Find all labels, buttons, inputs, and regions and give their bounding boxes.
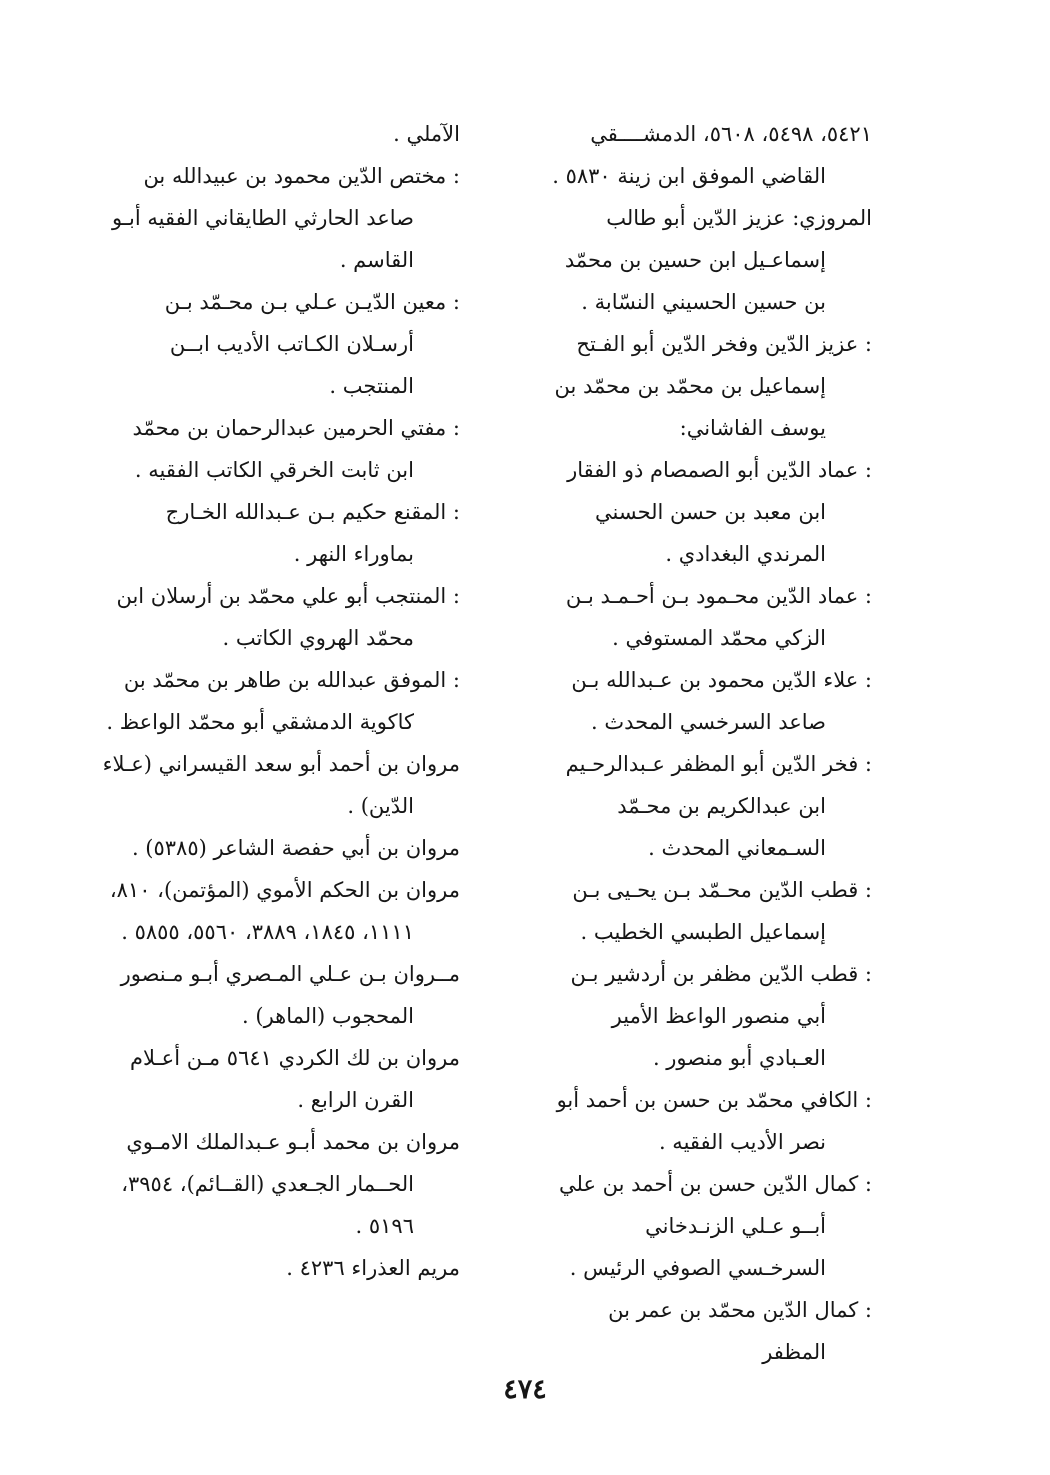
index-entry: : المقنع حكيم بـن عـبدالله الخـارج بماوراء النهر . (165, 500, 460, 566)
index-entry: مروان بن لك الكردي ٥٦٤١ مـن أعـلام القرن الرابع . (130, 1046, 460, 1112)
index-entry: : الموفق عبدالله بن طاهر بن محمّد بن كاكوية الدمشقي أبو محمّد الواعظ . (106, 668, 460, 734)
index-entry: ٥٤٢١، ٥٤٩٨، ٥٦٠٨، الدمشــــقي القاضي الموفق ابن زينة ٥٨٣٠ . (552, 122, 872, 188)
index-entry: : فخر الدّين أبو المظفر عـبدالرحـيم ابن عبدالكريم بن محـمّد السـمعاني المحدث . (565, 752, 872, 860)
index-entry: مروان بن أحمد أبو سعد القيسراني (عـلاء الدّين) . (102, 752, 460, 818)
index-entry: المروزي: عزيز الدّين أبو طالب إسماعـيل ابن حسين بن محمّد بن حسين الحسيني النسّابة . (564, 206, 872, 314)
index-entry: مــروان بـن عـلي المـصري أبـو مـنصور المحجوب (الماهر) . (120, 962, 460, 1028)
index-entry: مريم العذراء ٤٢٣٦ . (286, 1256, 460, 1280)
index-entry: مروان بن محمد أبـو عـبدالملك الامـوي الحــمار الجـعدي (القــائم)، ٣٩٥٤، ٥١٩٦ . (121, 1130, 460, 1238)
index-entry: مروان بن الحكم الأموي (المؤتمن)، ٨١٠، ١١١١، ١٨٤٥، ٣٨٨٩، ٥٥٦٠، ٥٨٥٥ . (109, 878, 460, 944)
index-entry: : معين الدّيـن عـلي بـن محـمّد بـن أرسـلان الكـاتب الأديب ابــن المنتجب . (164, 290, 460, 398)
index-entry: : المنتجب أبو علي محمّد بن أرسلان ابن محمّد الهروي الكاتب . (116, 584, 460, 650)
index-column-right (542, 113, 872, 1373)
index-entry: مروان بن أبي حفصة الشاعر (٥٣٨٥) . (131, 836, 460, 860)
index-entry: : علاء الدّين محمود بن عـبدالله بـن صاعد السرخسي المحدث . (571, 668, 872, 734)
index-entry: : قطب الدّين مظفر بن أردشير بـن أبي منصور الواعظ الأمير العـبادي أبو منصور . (570, 962, 872, 1070)
index-entry: : قطب الدّين محـمّد بـن يحـيى بـن إسماعيل الطبسي الخطيب . (572, 878, 872, 944)
index-entry: : مفتي الحرمين عبدالرحمان بن محمّد ابن ثابت الخرقي الكاتب الفقيه . (132, 416, 460, 482)
index-entry: : عماد الدّين محـمود بـن أحـمـد بـن الزكي محمّد المستوفي . (565, 584, 872, 650)
index-entry: : عماد الدّين أبو الصمصام ذو الفقار ابن معبد بن حسن الحسني المرندي البغدادي . (567, 458, 872, 566)
index-column-left (100, 113, 460, 1289)
index-entry: : مختص الدّين محمود بن عبيدالله بن صاعد الحارثي الطايقاني الفقيه أبـو القاسم . (112, 164, 460, 272)
page-number: ٤٧٤ (503, 1374, 547, 1405)
index-entry: : كمال الدّين محمّد بن عمر بن المظفر (608, 1298, 872, 1364)
index-entry: الآملي . (393, 122, 460, 146)
index-entry: : كمال الدّين حسن بن أحمد بن علي أبــو عـلي الزنـدخاني السرخـسي الصوفي الرئيس . (558, 1172, 872, 1280)
index-entry: : الكافي محمّد بن حسن بن أحمد أبو نصر الأديب الفقيه . (556, 1088, 872, 1154)
index-entry: : عزيز الدّين وفخر الدّين أبو الفـتح إسماعيل بن محمّد بن محمّد بن يوسف الفاشاني: (554, 332, 872, 440)
